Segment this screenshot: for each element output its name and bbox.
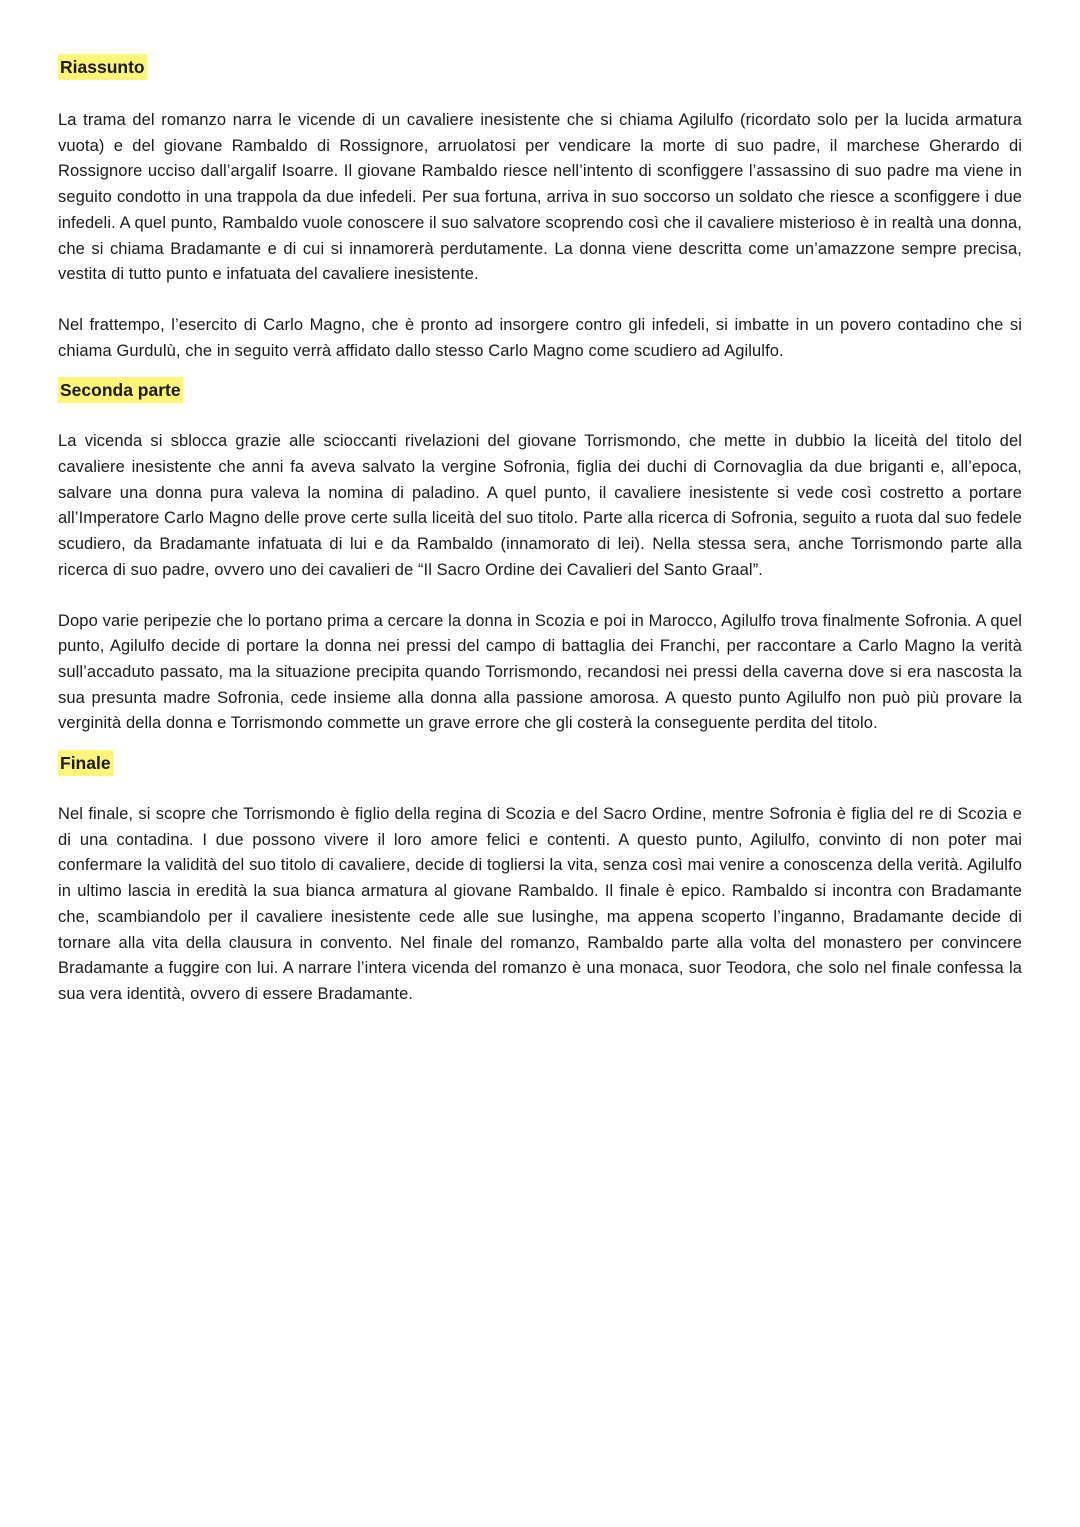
section-heading: Seconda parte: [58, 377, 183, 403]
document-page: [58, 54, 1022, 1008]
section-seconda-parte: [58, 364, 1022, 737]
paragraph: La vicenda si sblocca grazie alle scioccanti rivelazioni del giovane Torrismondo, che mette in dubbio la liceità del titolo del cavaliere inesistente che anni fa aveva salvato la vergine Sofronia, figlia dei duchi di Cornovaglia da due briganti e, all’epoca, salvare una donna pura valeva la nomina di paladino. A quel punto, il cavaliere inesistente si vede così costretto a portare all’Imperatore Carlo Magno delle prove certe sulla liceità del suo titolo. Parte alla ricerca di Sofronia, seguito a ruota dal suo fedele scudiero, da Bradamante infatuata di lui e da Rambaldo (innamorato di lei). Nella stessa sera, anche Torrismondo parte alla ricerca di suo padre, ovvero uno dei cavalieri de “Il Sacro Ordine dei Cavalieri del Santo Graal”.: [58, 432, 1022, 579]
section-finale: [58, 737, 1022, 1008]
paragraph: Nel finale, si scopre che Torrismondo è figlio della regina di Scozia e del Sacro Ordine, mentre Sofronia è figlia del re di Scozia e di una contadina. I due possono vivere il loro amore felici e contenti. A questo punto, Agilulfo, convinto di non poter mai confermare la validità del suo titolo di cavaliere, decide di togliersi la vita, senza così mai venire a conoscenza della verità. Agilulfo in ultimo lascia in eredità la sua bianca armatura al giovane Rambaldo. Il finale è epico. Rambaldo si incontra con Bradamante che, scambiandolo per il cavaliere inesistente cede alle sue lusinghe, ma appena scoperto l’inganno, Bradamante decide di tornare alla vita della clausura in convento. Nel finale del romanzo, Rambaldo parte alla volta del monastero per convincere Bradamante a fuggire con lui. A narrare l’intera vicenda del romanzo è una monaca, suor Teodora, che solo nel finale confessa la sua vera identità, ovvero di essere Bradamante.: [58, 805, 1022, 1003]
section-riassunto: [58, 54, 1022, 364]
section-heading: Finale: [58, 750, 113, 776]
section-heading: Riassunto: [58, 54, 147, 80]
paragraph: Dopo varie peripezie che lo portano prima a cercare la donna in Scozia e poi in Marocco, Agilulfo trova finalmente Sofronia. A quel punto, Agilulfo decide di portare la donna nei pressi del campo di battaglia dei Franchi, per raccontare a Carlo Magno la verità sull’accaduto passato, ma la situazione precipita quando Torrismondo, recandosi nei pressi della caverna dove si era nascosta la sua presunta madre Sofronia, cede insieme alla donna alla passione amorosa. A questo punto Agilulfo non può più provare la verginità della donna e Torrismondo commette un grave errore che gli costerà la conseguente perdita del titolo.: [58, 611, 1022, 733]
paragraph: Nel frattempo, l’esercito di Carlo Magno, che è pronto ad insorgere contro gli infedeli, si imbatte in un povero contadino che si chiama Gurdulù, che in seguito verrà affidato dallo stesso Carlo Magno come scudiero ad Agilulfo.: [58, 315, 1022, 360]
paragraph: La trama del romanzo narra le vicende di un cavaliere inesistente che si chiama Agilulfo (ricordato solo per la lucida armatura vuota) e del giovane Rambaldo di Rossignore, arruolatosi per vendicare la morte di suo padre, il marchese Gherardo di Rossignore ucciso dall’argalif Isoarre. Il giovane Rambaldo riesce nell’intento di sconfiggere l’assassino di suo padre ma viene in seguito condotto in una trappola da due infedeli. Per sua fortuna, arriva in suo soccorso un soldato che riesce a sconfiggere i due infedeli. A quel punto, Rambaldo vuole conoscere il suo salvatore scoprendo così che il cavaliere misterioso è in realtà una donna, che si chiama Bradamante e di cui si innamorerà perdutamente. La donna viene descritta come un’amazzone sempre precisa, vestita di tutto punto e infatuata del cavaliere inesistente.: [58, 111, 1022, 284]
